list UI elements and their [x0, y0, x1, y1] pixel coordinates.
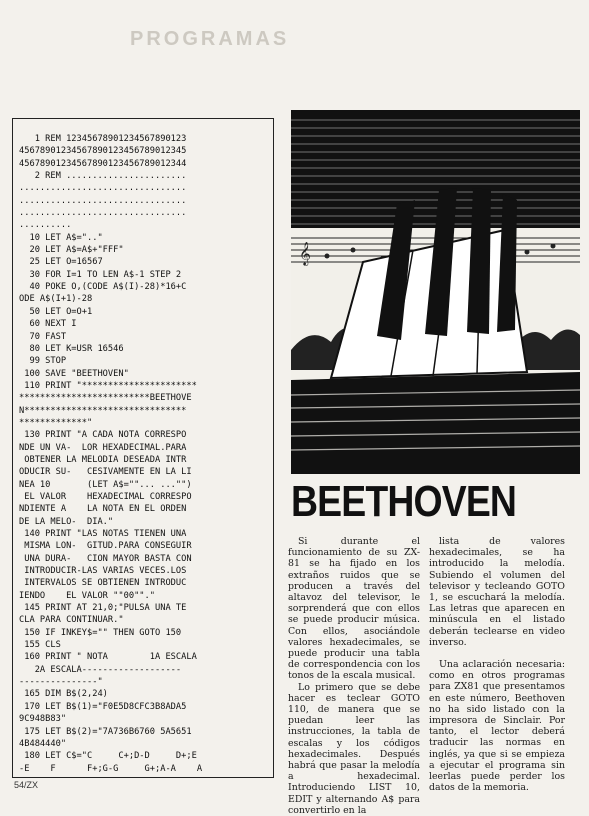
article-paragraph: Si durante el funcionamiento de su ZX-81 se ha fijado en los extraños ruidos que se producen a través del altavoz del televisor, le sorprenderá que con ellos se puede producir música. Con ellos, asociándole valores hexadecimales, se puede producir una tabla de correspondencia con los tonos de la escala musical.: [288, 536, 420, 682]
faded-page-header: PROGRAMAS: [130, 28, 290, 50]
article-paragraph: Una aclaración necesaria: como en otros programas para ZX81 que presentamos en este número, Beethoven no ha sido listado con la impresora de Sinclair. Por tanto, el lector deberá traducir las normas en inglés, ya que si se empieza a ejecutar el programa sin leerlas puede perder los datos de la memoria.: [429, 659, 565, 794]
svg-text:𝄞: 𝄞: [299, 241, 311, 265]
article-title: BEETHOVEN: [291, 477, 517, 526]
program-listing: 1 REM 12345678901234567890123 45678901234567890123456789012345 45678901234567890123456789012344 2 REM ....................... ................................ ................................ ................................ .......... 10 LET A$=".." 20 LET A$=A$+"FFF" 25 LET O=16567 30 FOR I=1 TO LEN A$-1 STEP 2 40 POKE O,(CODE A$(I)-28)*16+C ODE A$(I+1)-28 50 LET O=O+1 60 NEXT I 70 FAST 80 LET K=USR 16546 99 STOP 100 SAVE "BEETHOVEN" 110 PRINT "********************** *************************BEETHOVE N******************************* *************" 130 PRINT "A CADA NOTA CORRESPO NDE UN VA- LOR HEXADECIMAL.PARA OBTENER LA MELODIA DESEADA INTR ODUCIR SU- CESIVAMENTE EN LA LI NEA 10 (LET A$=""... ..."") EL VALOR HEXADECIMAL CORRESPO NDIENTE A LA NOTA EN EL ORDEN DE LA MELO- DIA." 140 PRINT "LAS NOTAS TIENEN UNA MISMA LON- GITUD.PARA CONSEGUIR UNA DURA- CION MAYOR BASTA CON INTRODUCIR-LAS VARIAS VECES.LOS INTERVALOS SE OBTIENEN INTRODUC IENDO EL VALOR ""00""." 145 PRINT AT 21,0;"PULSA UNA TE CLA PARA CONTINUAR." 150 IF INKEY$="" THEN GOTO 150 155 CLS 160 PRINT " NOTA 1A ESCALA 2A ESCALA------------------- ---------------" 165 DIM B$(2,24) 170 LET B$(1)="F0E5D8CFC3B8ADA5 9C948B83" 175 LET B$(2)="7A736B6760 5A5651 4B484440" 180 LET C$="C C+;D-D D+;E -E F F+;G-G G+;A-A A: [19, 134, 203, 774]
beethoven-piano-illustration: [291, 110, 580, 474]
article-column-1: [288, 536, 420, 816]
page-folio: 54/ZX: [14, 780, 39, 790]
article-paragraph: lista de valores hexadecimales, se ha introducido la melodía. Subiendo el volumen del televisor y tecleando GOTO 1, se escuchará la melodía. Las letras que aparecen en minúscula en el listado deberán teclearse en video inverso.: [429, 536, 565, 648]
program-listing-box: [12, 118, 274, 778]
article-column-2: [429, 536, 565, 793]
article-paragraph: Lo primero que se debe hacer es teclear GOTO 110, de manera que se puedan leer las instrucciones, la tabla de escalas y los códigos hexadecimales. Después habrá que pasar la melodía a hexadecimal. Introduciendo LIST 10, EDIT y alternando A$ para convertirlo en la: [288, 681, 420, 816]
